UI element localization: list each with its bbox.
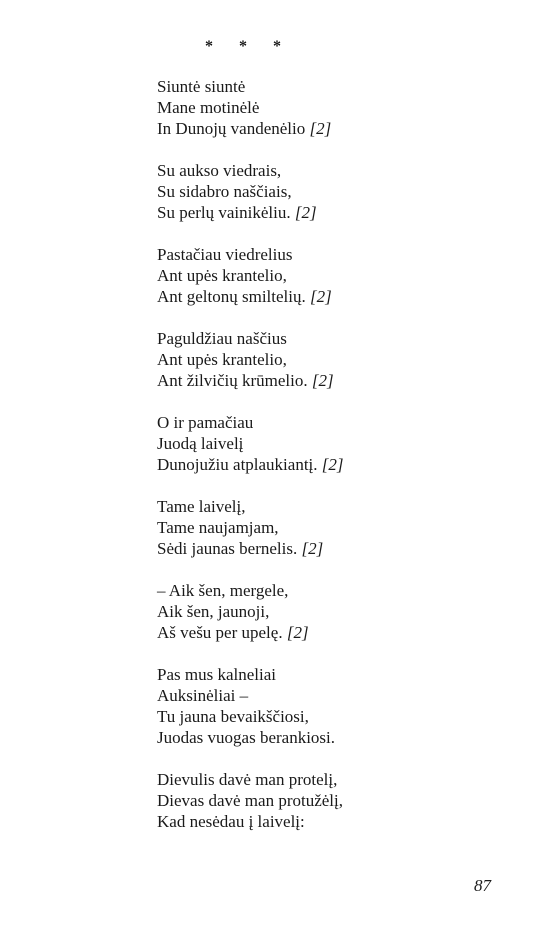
repeat-mark: [2] [301, 539, 324, 558]
poem [157, 76, 537, 853]
poem-line [157, 97, 537, 118]
poem-line-text: Siuntė siuntė [157, 77, 246, 96]
poem-line [157, 580, 537, 601]
poem-line [157, 769, 537, 790]
page-number: 87 [474, 876, 491, 895]
poem-line-text: In Dunojų vandenėlio [157, 119, 306, 138]
poem-line-text: Juodą laivelį [157, 434, 244, 453]
poem-line [157, 790, 537, 811]
poem-line [157, 244, 537, 265]
poem-line-text: Kad nesėdau į laivelį: [157, 812, 305, 831]
repeat-mark: [2] [309, 119, 332, 138]
poem-line-text: Su perlų vainikėliu. [157, 203, 291, 222]
poem-line-text: Su sidabro naščiais, [157, 182, 292, 201]
poem-line-text: Paguldžiau naščius [157, 329, 287, 348]
repeat-mark: [2] [311, 371, 334, 390]
stanza [157, 244, 537, 307]
poem-line-text: Ant geltonų smiltelių. [157, 287, 306, 306]
poem-line-text: Pas mus kalneliai [157, 665, 276, 684]
poem-line [157, 160, 537, 181]
poem-line-text: Dievulis davė man protelį, [157, 770, 338, 789]
poem-line [157, 727, 537, 748]
poem-line-text: O ir pamačiau [157, 413, 254, 432]
poem-line [157, 664, 537, 685]
stanza [157, 496, 537, 559]
poem-line-text: Dievas davė man protužėlį, [157, 791, 343, 810]
stanza [157, 580, 537, 643]
poem-line [157, 202, 537, 223]
poem-line-text: Pastačiau viedrelius [157, 245, 293, 264]
poem-line-text: Ant upės krantelio, [157, 350, 287, 369]
repeat-mark: [2] [321, 455, 344, 474]
poem-line [157, 286, 537, 307]
poem-line-text: Tame naujamjam, [157, 518, 279, 537]
stanza [157, 328, 537, 391]
repeat-mark: [2] [286, 623, 309, 642]
poem-line [157, 181, 537, 202]
poem-line [157, 370, 537, 391]
stanza [157, 412, 537, 475]
poem-line-text: Ant žilvičių krūmelio. [157, 371, 308, 390]
poem-line-text: Mane motinėlė [157, 98, 260, 117]
repeat-mark: [2] [294, 203, 317, 222]
poem-line-text: Aik šen, jaunoji, [157, 602, 270, 621]
poem-line [157, 622, 537, 643]
poem-line [157, 118, 537, 139]
poem-line-text: Auksinėliai – [157, 686, 249, 705]
poem-line [157, 685, 537, 706]
poem-line [157, 76, 537, 97]
poem-line [157, 349, 537, 370]
poem-line [157, 454, 537, 475]
poem-line-text: Sėdi jaunas bernelis. [157, 539, 298, 558]
poem-line-text: Juodas vuogas berankiosi. [157, 728, 336, 747]
poem-line-text: – Aik šen, mergele, [157, 581, 289, 600]
poem-line [157, 601, 537, 622]
stanza [157, 664, 537, 748]
stanza [157, 769, 537, 832]
poem-line [157, 412, 537, 433]
poem-line [157, 328, 537, 349]
stanza [157, 76, 537, 139]
poem-line-text: Su aukso viedrais, [157, 161, 282, 180]
poem-line-text: Aš vešu per upelę. [157, 623, 283, 642]
section-separator: * * * [205, 38, 292, 55]
poem-line [157, 706, 537, 727]
stanza [157, 160, 537, 223]
poem-line-text: Tu jauna bevaikščiosi, [157, 707, 309, 726]
poem-line [157, 811, 537, 832]
poem-line [157, 496, 537, 517]
repeat-mark: [2] [310, 287, 332, 306]
poem-line [157, 433, 537, 454]
poem-line-text: Ant upės krantelio, [157, 266, 287, 285]
poem-line-text: Tame laivelį, [157, 497, 246, 516]
poem-line-text: Dunojužiu atplaukiantį. [157, 455, 318, 474]
poem-line [157, 538, 537, 559]
poem-line [157, 265, 537, 286]
poem-line [157, 517, 537, 538]
